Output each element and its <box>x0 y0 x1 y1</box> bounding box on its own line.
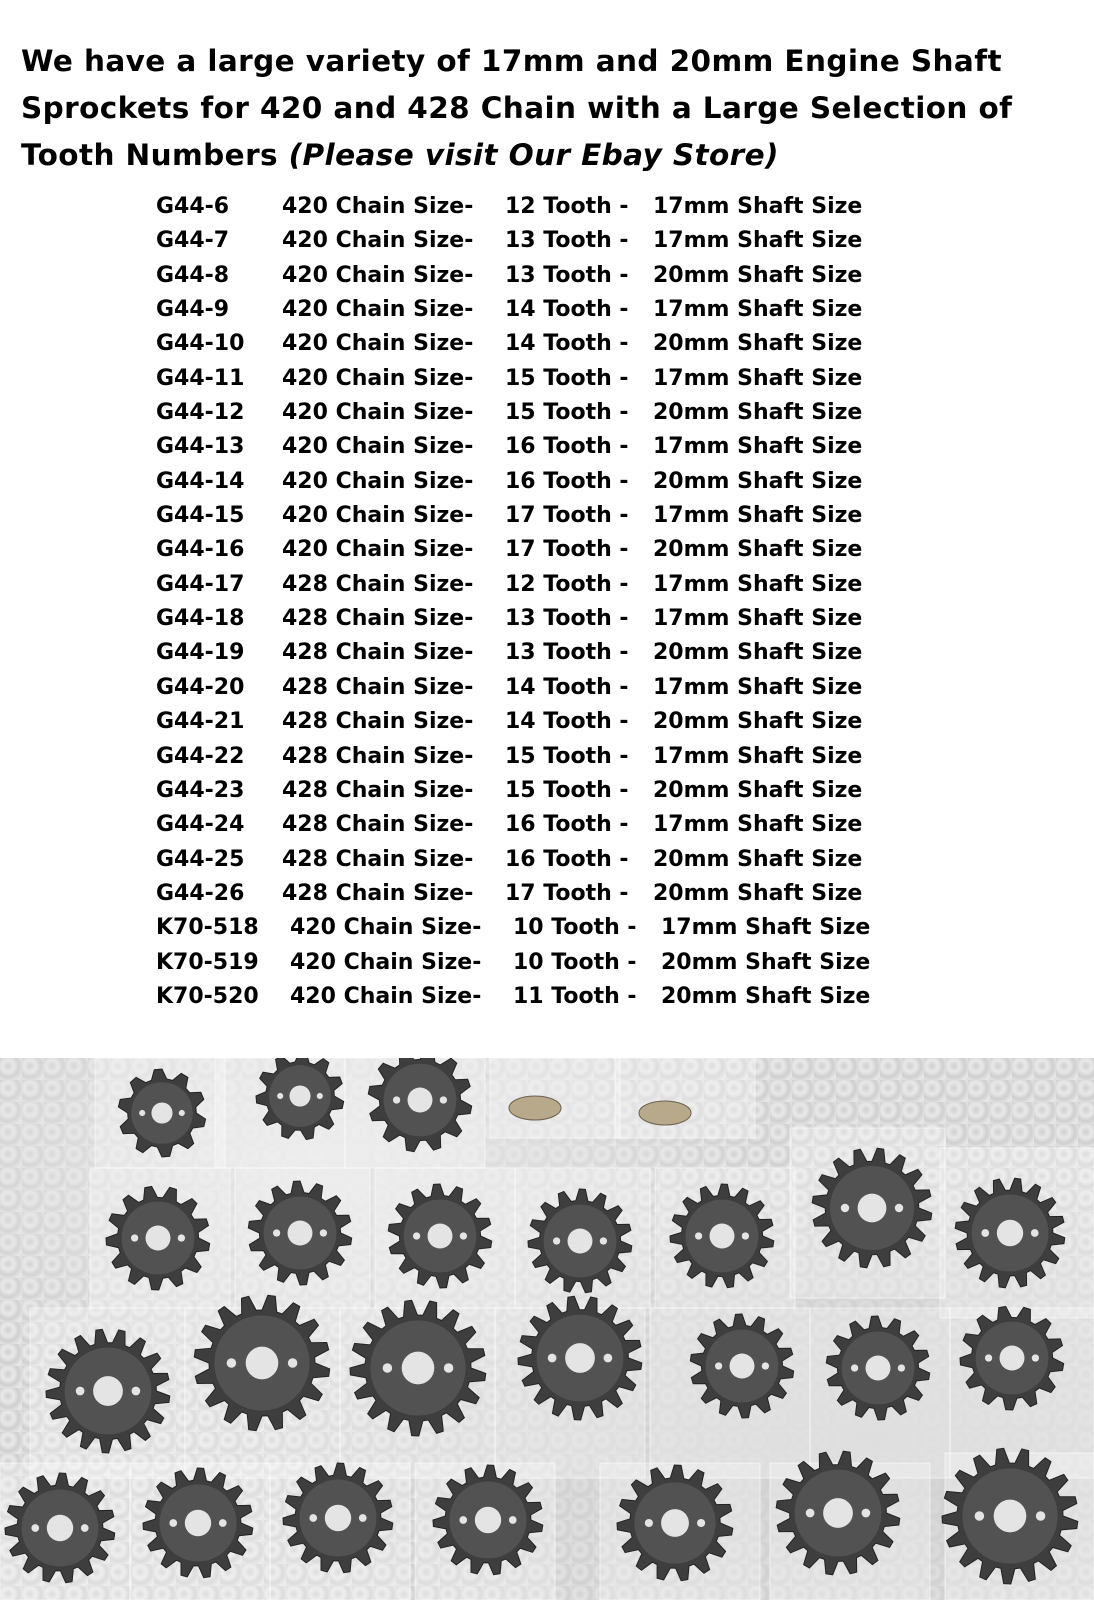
part-code: G44-22 <box>156 743 245 769</box>
part-code: G44-16 <box>156 537 245 563</box>
tooth-count: 10 Tooth - <box>513 915 637 941</box>
part-code: G44-18 <box>156 606 245 632</box>
plastic-bag <box>490 1058 620 1138</box>
chain-size: 420 Chain Size- <box>290 983 482 1009</box>
chain-size: 428 Chain Size- <box>282 846 474 872</box>
chain-size: 428 Chain Size- <box>282 880 474 906</box>
shaft-size: 20mm Shaft Size <box>653 640 863 666</box>
tooth-count: 14 Tooth - <box>505 709 629 735</box>
chain-size: 420 Chain Size- <box>282 434 474 460</box>
shaft-size: 17mm Shaft Size <box>653 503 863 529</box>
tooth-count: 15 Tooth - <box>505 777 629 803</box>
chain-size: 420 Chain Size- <box>282 503 474 529</box>
tooth-count: 15 Tooth - <box>505 400 629 426</box>
tooth-count: 15 Tooth - <box>505 743 629 769</box>
chain-size: 420 Chain Size- <box>282 537 474 563</box>
headline-line-3 <box>21 132 1081 179</box>
part-code: G44-20 <box>156 674 245 700</box>
shaft-size: 20mm Shaft Size <box>653 777 863 803</box>
tooth-count: 17 Tooth - <box>505 537 629 563</box>
chain-size: 420 Chain Size- <box>282 365 474 391</box>
tooth-count: 12 Tooth - <box>505 571 629 597</box>
chain-size: 420 Chain Size- <box>282 194 474 219</box>
part-code: G44-23 <box>156 777 245 803</box>
chain-size: 428 Chain Size- <box>282 674 474 700</box>
chain-size: 420 Chain Size- <box>290 915 482 941</box>
tooth-count: 17 Tooth - <box>505 880 629 906</box>
part-code: G44-7 <box>156 228 230 254</box>
chain-size: 428 Chain Size- <box>282 812 474 838</box>
part-code: G44-14 <box>156 468 245 494</box>
shaft-size: 17mm Shaft Size <box>653 674 863 700</box>
shaft-size: 20mm Shaft Size <box>661 949 871 975</box>
tooth-count: 13 Tooth - <box>505 262 629 288</box>
chain-size: 420 Chain Size- <box>282 400 474 426</box>
chain-size: 428 Chain Size- <box>282 709 474 735</box>
tooth-count: 13 Tooth - <box>505 606 629 632</box>
chain-size: 428 Chain Size- <box>282 777 474 803</box>
chain-size: 420 Chain Size- <box>282 297 474 323</box>
lock-plate <box>639 1101 691 1125</box>
shaft-size: 17mm Shaft Size <box>653 743 863 769</box>
part-code: G44-12 <box>156 400 245 426</box>
shaft-size: 17mm Shaft Size <box>653 571 863 597</box>
tooth-count: 16 Tooth - <box>505 434 629 460</box>
tooth-count: 16 Tooth - <box>505 468 629 494</box>
tooth-count: 11 Tooth - <box>513 983 637 1009</box>
shaft-size: 20mm Shaft Size <box>653 537 863 563</box>
part-code: G44-15 <box>156 503 245 529</box>
shaft-size: 20mm Shaft Size <box>653 468 863 494</box>
part-code: G44-13 <box>156 434 245 460</box>
shaft-size: 20mm Shaft Size <box>653 400 863 426</box>
product-photo <box>0 1058 1094 1600</box>
shaft-size: 17mm Shaft Size <box>653 812 863 838</box>
part-code: G44-26 <box>156 880 245 906</box>
sprocket-illustration <box>0 1058 1094 1600</box>
part-code: G44-24 <box>156 812 245 838</box>
tooth-count: 12 Tooth - <box>505 194 629 219</box>
shaft-size: 17mm Shaft Size <box>653 365 863 391</box>
tooth-count: 13 Tooth - <box>505 640 629 666</box>
shaft-size: 20mm Shaft Size <box>653 331 863 357</box>
tooth-count: 14 Tooth - <box>505 674 629 700</box>
tooth-count: 17 Tooth - <box>505 503 629 529</box>
shaft-size: 20mm Shaft Size <box>653 880 863 906</box>
part-code: G44-11 <box>156 365 245 391</box>
shaft-size: 17mm Shaft Size <box>653 194 863 219</box>
part-code: G44-25 <box>156 846 245 872</box>
shaft-size: 17mm Shaft Size <box>653 606 863 632</box>
tooth-count: 14 Tooth - <box>505 297 629 323</box>
part-code: G44-17 <box>156 571 245 597</box>
chain-size: 420 Chain Size- <box>282 228 474 254</box>
part-code: G44-8 <box>156 262 230 288</box>
tooth-count: 15 Tooth - <box>505 365 629 391</box>
headline-line-2: Sprockets for 420 and 428 Chain with a Large Selection of <box>21 91 1013 125</box>
part-code: G44-10 <box>156 331 245 357</box>
part-code: G44-19 <box>156 640 245 666</box>
headline <box>21 38 1081 179</box>
chain-size: 428 Chain Size- <box>282 571 474 597</box>
shaft-size: 20mm Shaft Size <box>653 262 863 288</box>
chain-size: 420 Chain Size- <box>290 949 482 975</box>
shaft-size: 17mm Shaft Size <box>653 228 863 254</box>
shaft-size: 17mm Shaft Size <box>653 297 863 323</box>
part-code: G44-6 <box>156 194 230 219</box>
ebay-store-note: (Please visit Our Ebay Store) <box>288 138 779 172</box>
tooth-count: 16 Tooth - <box>505 812 629 838</box>
part-code: K70-518 <box>156 915 259 941</box>
chain-size: 428 Chain Size- <box>282 743 474 769</box>
chain-size: 420 Chain Size- <box>282 262 474 288</box>
shaft-size: 20mm Shaft Size <box>661 983 871 1009</box>
plastic-bag <box>615 1058 755 1138</box>
headline-line-3-text: Tooth Numbers <box>21 138 289 172</box>
headline-line-1: We have a large variety of 17mm and 20mm Engine Shaft <box>21 44 1002 78</box>
chain-size: 420 Chain Size- <box>282 468 474 494</box>
chain-size: 420 Chain Size- <box>282 331 474 357</box>
tooth-count: 10 Tooth - <box>513 949 637 975</box>
part-code: G44-9 <box>156 297 230 323</box>
lock-plate <box>509 1096 561 1120</box>
chain-size: 428 Chain Size- <box>282 606 474 632</box>
chain-size: 428 Chain Size- <box>282 640 474 666</box>
part-code: K70-519 <box>156 949 259 975</box>
shaft-size: 20mm Shaft Size <box>653 846 863 872</box>
part-code: K70-520 <box>156 983 259 1009</box>
shaft-size: 17mm Shaft Size <box>661 915 871 941</box>
tooth-count: 13 Tooth - <box>505 228 629 254</box>
shaft-size: 17mm Shaft Size <box>653 434 863 460</box>
tooth-count: 14 Tooth - <box>505 331 629 357</box>
tooth-count: 16 Tooth - <box>505 846 629 872</box>
shaft-size: 20mm Shaft Size <box>653 709 863 735</box>
part-code: G44-21 <box>156 709 245 735</box>
